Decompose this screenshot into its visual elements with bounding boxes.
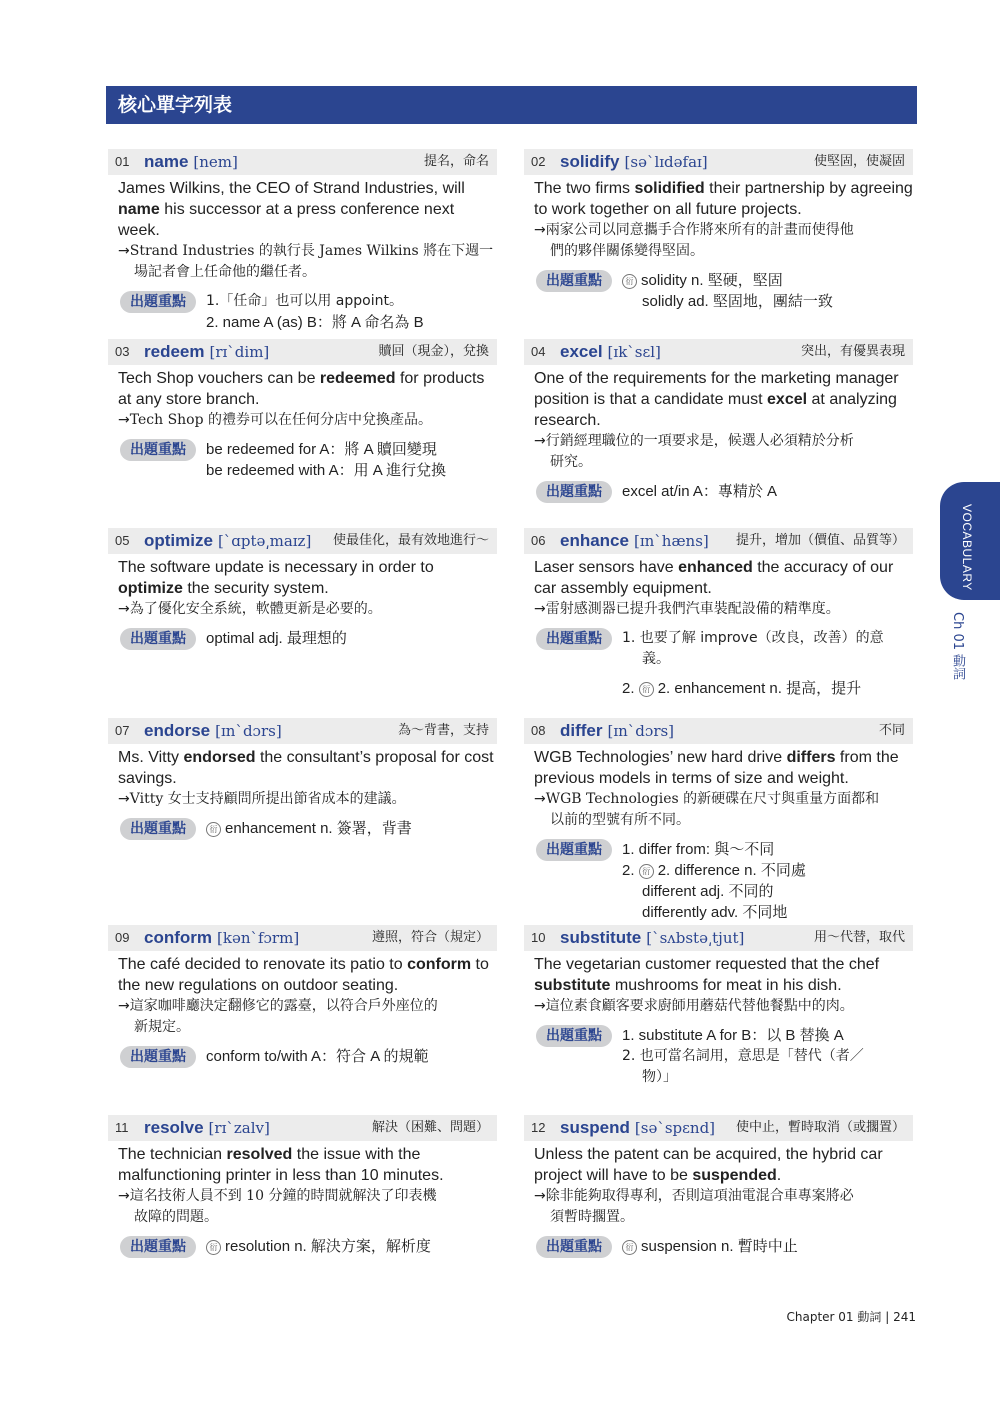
exam-points: 出題重點 1.「任命」也可以用 appoint。 2. name A (as) B：將 A 命名為 B: [108, 291, 497, 333]
example-sentence: James Wilkins, the CEO of Strand Industries, will name his successor at a press conference next week.: [118, 180, 465, 239]
exam-point-badge: 出題重點: [536, 628, 612, 650]
exam-points: 出題重點 conform to/with A：符合 A 的規範: [108, 1046, 497, 1067]
translation: →WGB Technologies 的新硬碟在尺寸與重量方面都和 以前的型號有所不同。: [534, 791, 880, 828]
entry-number: 11: [115, 1120, 129, 1135]
meaning: 提名，命名: [423, 154, 489, 169]
headword: endorse [ɪnˋdɔrs]: [144, 721, 282, 740]
pronunciation: [kənˋfɔrm]: [217, 929, 300, 947]
entry-04: [524, 339, 913, 502]
derivative-icon: 衍: [622, 274, 637, 289]
side-tab-label: VOCABULARY: [960, 504, 974, 591]
entry-07: [108, 718, 497, 839]
meaning: 使中止，暫時取消（或擱置）: [735, 1120, 905, 1135]
derivative-icon: 衍: [206, 822, 221, 837]
exam-point-badge: 出題重點: [120, 439, 196, 461]
exam-point-badge: 出題重點: [120, 1046, 196, 1068]
pronunciation: [səˋspɛnd]: [634, 1119, 716, 1137]
entry-header: [524, 149, 913, 175]
pronunciation: [nem]: [193, 153, 238, 171]
translation: →這家咖啡廳決定翻修它的露臺，以符合戶外座位的 新規定。: [118, 998, 438, 1035]
entry-10: [524, 925, 913, 1088]
headword: conform [kənˋfɔrm]: [144, 928, 300, 947]
entry-header: [524, 718, 913, 744]
exam-points: 出題重點 1. substitute A for B：以 B 替換 A 2. 也可當名詞用，意思是「替代（者／ 物）」: [524, 1025, 913, 1088]
entry-number: 01: [115, 154, 130, 169]
footer-separator: |: [885, 1310, 890, 1324]
exam-point-badge: 出題重點: [536, 1236, 612, 1258]
entry-09: [108, 925, 497, 1067]
page-footer: [787, 1308, 917, 1325]
entry-header: [108, 718, 497, 744]
exam-points: 出題重點 衍 suspension n. 暫時中止: [524, 1236, 913, 1257]
entry-number: 10: [531, 930, 546, 945]
exam-point-badge: 出題重點: [120, 1236, 196, 1258]
derivative-icon: 衍: [622, 1240, 637, 1255]
pronunciation: [rɪˋdim]: [209, 343, 270, 361]
pronunciation: [ˋɑptə͵maɪz]: [217, 532, 312, 550]
entry-number: 12: [531, 1120, 546, 1135]
entry-header: [108, 925, 497, 951]
exam-point-badge: 出題重點: [536, 1025, 612, 1047]
example-sentence: WGB Technologies’ new hard drive differs from the previous models in terms of size and weight.: [534, 749, 899, 787]
translation: →Vitty 女士支持顧問所提出節省成本的建議。: [118, 791, 406, 807]
meaning: 遵照，符合（規定）: [371, 930, 489, 945]
exam-points: 出題重點 衍 solidity n. 堅硬，堅固 solidly ad. 堅固地，團結一致: [524, 270, 913, 312]
meaning: 贖回（現金），兌換: [378, 344, 489, 359]
meaning: 用～代替，取代: [813, 930, 905, 945]
chapter-label: Ch 01 動詞: [950, 612, 965, 681]
entry-05: [108, 528, 497, 649]
translation: →為了優化安全系統，軟體更新是必要的。: [118, 601, 382, 617]
headword: redeem [rɪˋdim]: [144, 342, 270, 361]
translation: →這名技術人員不到 10 分鐘的時間就解決了印表機 故障的問題。: [118, 1188, 437, 1225]
entry-number: 08: [531, 723, 546, 738]
example-sentence: The technician resolved the issue with the malfunctioning printer in less than 10 minutes.: [118, 1146, 444, 1184]
example-sentence: Tech Shop vouchers can be redeemed for products at any store branch.: [118, 370, 485, 408]
pronunciation: [ɪnˋdɔrs]: [215, 722, 282, 740]
example-sentence: One of the requirements for the marketing manager position is that a candidate must excel at analyzing research.: [534, 370, 899, 429]
entry-02: [524, 149, 913, 312]
exam-point-badge: 出題重點: [536, 481, 612, 503]
pronunciation: [ˋsʌbstə͵tjut]: [646, 929, 745, 947]
headword: name [nem]: [144, 152, 238, 171]
exam-points: 出題重點 衍 enhancement n. 簽署，背書: [108, 818, 497, 839]
headword: enhance [ɪnˋhæns]: [560, 531, 709, 550]
translation: →Tech Shop 的禮券可以在任何分店中兌換產品。: [118, 412, 433, 428]
entry-number: 07: [115, 723, 130, 738]
meaning: 使最佳化，最有效地進行～: [332, 533, 489, 548]
headword: solidify [səˋlɪdəfaɪ]: [560, 152, 708, 171]
pronunciation: [ɪnˋhæns]: [633, 532, 709, 550]
entry-12: [524, 1115, 913, 1257]
entry-number: 04: [531, 344, 546, 359]
entry-number: 02: [531, 154, 546, 169]
entry-11: [108, 1115, 497, 1257]
translation: →兩家公司以同意攜手合作將來所有的計畫而使得他 們的夥伴關係變得堅固。: [534, 222, 854, 259]
footer-chapter: Chapter 01 動詞: [786, 1310, 882, 1324]
entry-number: 05: [115, 533, 130, 548]
exam-points: 出題重點 1. 也要了解 improve（改良，改善）的意 義。 2. 衍 2. enhancement n. 提高，提升: [524, 628, 913, 699]
meaning: 使堅固，使凝固: [813, 154, 905, 169]
exam-points: 出題重點 excel at/in A：專精於 A: [524, 481, 913, 502]
translation: →行銷經理職位的一項要求是，候選人必須精於分析 研究。: [534, 433, 854, 470]
derivative-icon: 衍: [639, 864, 654, 879]
translation: →除非能夠取得專利，否則這項油電混合車專案將必 須暫時擱置。: [534, 1188, 854, 1225]
entry-header: [108, 1115, 497, 1141]
translation: →Strand Industries 的執行長 James Wilkins 將在下週一 場記者會上任命他的繼任者。: [118, 243, 494, 280]
pronunciation: [səˋlɪdəfaɪ]: [624, 153, 708, 171]
entry-08: [524, 718, 913, 923]
example-sentence: The two firms solidified their partnership by agreeing to work together on all future projects.: [534, 180, 913, 218]
derivative-icon: 衍: [206, 1240, 221, 1255]
exam-point-badge: 出題重點: [536, 270, 612, 292]
entry-header: [108, 339, 497, 365]
entry-header: [524, 528, 913, 554]
headword: excel [ɪkˋsɛl]: [560, 342, 661, 361]
translation: →雷射感測器已提升我們汽車裝配設備的精準度。: [534, 601, 840, 617]
headword: optimize [ˋɑptə͵maɪz]: [144, 531, 312, 550]
translation: →這位素食顧客要求廚師用蘑菇代替他餐點中的肉。: [534, 998, 854, 1014]
vocabulary-side-tab: [940, 482, 1000, 600]
entry-number: 03: [115, 344, 130, 359]
entry-header: [524, 339, 913, 365]
pronunciation: [rɪˋzalv]: [208, 1119, 270, 1137]
entry-number: 06: [531, 533, 546, 548]
exam-points: 出題重點 1. differ from: 與～不同 2. 衍 2. difference n. 不同處 different adj. 不同的 differently adv. 不同地: [524, 839, 913, 923]
entry-header: [108, 149, 497, 175]
entry-03: [108, 339, 497, 481]
meaning: 提升，增加（價值、品質等）: [735, 533, 905, 548]
headword: substitute [ˋsʌbstə͵tjut]: [560, 928, 745, 947]
exam-point-badge: 出題重點: [120, 628, 196, 650]
derivative-icon: 衍: [639, 682, 654, 697]
exam-points: 出題重點 be redeemed for A：將 A 贖回變現 be redeemed with A：用 A 進行兌換: [108, 439, 497, 481]
exam-point-badge: 出題重點: [120, 818, 196, 840]
entry-header: [108, 528, 497, 554]
exam-point-badge: 出題重點: [120, 291, 196, 313]
example-sentence: Ms. Vitty endorsed the consultant’s proposal for cost savings.: [118, 749, 494, 787]
pronunciation: [ɪkˋsɛl]: [607, 343, 661, 361]
headword: suspend [səˋspɛnd]: [560, 1118, 716, 1137]
example-sentence: Unless the patent can be acquired, the hybrid car project will have to be suspended.: [534, 1146, 883, 1184]
entry-header: [524, 1115, 913, 1141]
headword: differ [ɪnˋdɔrs]: [560, 721, 675, 740]
entry-01: [108, 149, 497, 333]
section-title: 核心單字列表: [106, 86, 917, 124]
exam-point-badge: 出題重點: [536, 839, 612, 861]
example-sentence: The vegetarian customer requested that the chef substitute mushrooms for meat in his dish.: [534, 956, 880, 994]
example-sentence: The café decided to renovate its patio to conform to the new regulations on outdoor seating.: [118, 956, 489, 994]
entry-06: [524, 528, 913, 699]
meaning: 突出，有優異表現: [800, 344, 905, 359]
meaning: 不同: [878, 723, 905, 738]
headword: resolve [rɪˋzalv]: [144, 1118, 270, 1137]
meaning: 為～背書，支持: [397, 723, 489, 738]
exam-points: 出題重點 衍 resolution n. 解決方案，解析度: [108, 1236, 497, 1257]
example-sentence: Laser sensors have enhanced the accuracy of our car assembly equipment.: [534, 559, 894, 597]
entry-number: 09: [115, 930, 130, 945]
pronunciation: [ɪnˋdɔrs]: [607, 722, 675, 740]
example-sentence: The software update is necessary in order to optimize the security system.: [118, 559, 434, 597]
page-number: 241: [893, 1310, 916, 1324]
meaning: 解決（困難、問題）: [371, 1120, 489, 1135]
exam-points: 出題重點 optimal adj. 最理想的: [108, 628, 497, 649]
entry-header: [524, 925, 913, 951]
